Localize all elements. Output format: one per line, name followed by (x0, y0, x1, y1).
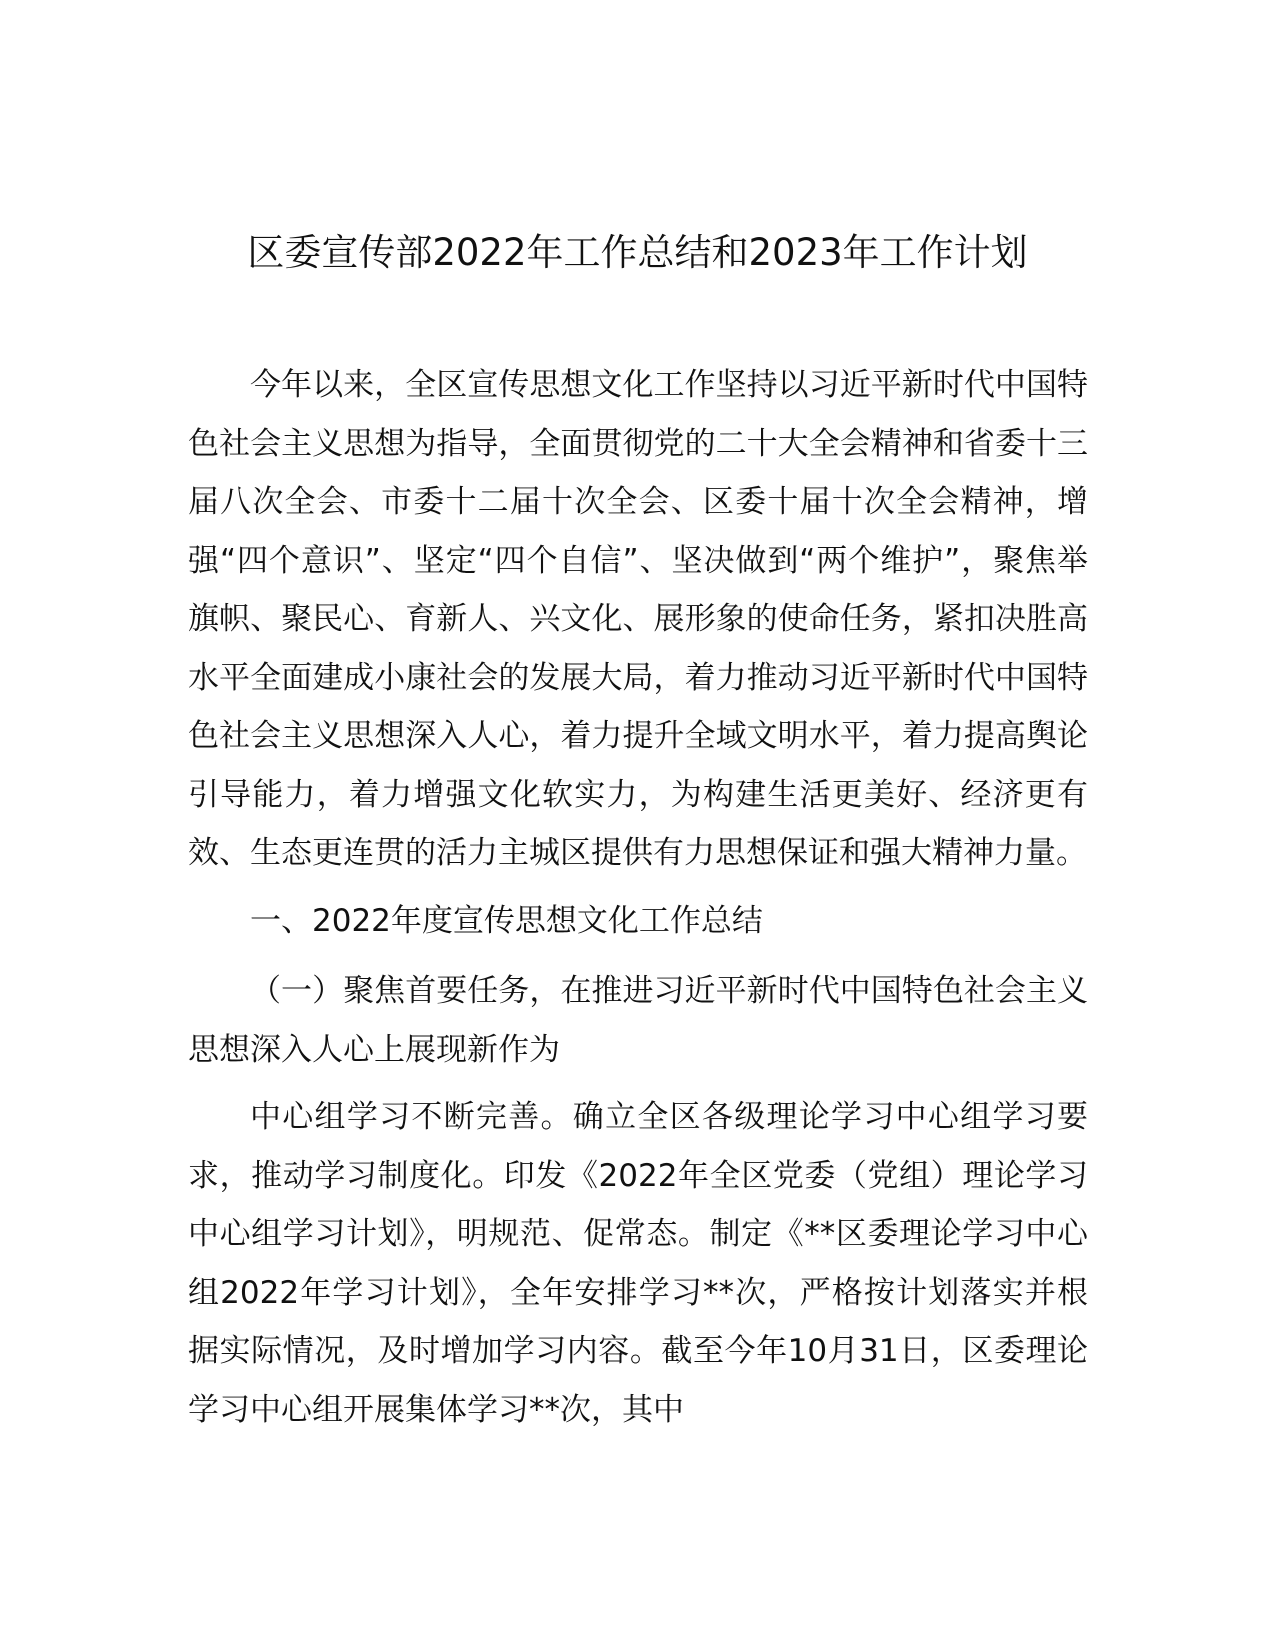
document-title: 区委宣传部2022年工作总结和2023年工作计划 (247, 231, 1028, 274)
document-body (188, 356, 1088, 1448)
intro-paragraph: 今年以来，全区宣传思想文化工作坚持以习近平新时代中国特色社会主义思想为指导，全面贯彻党的二十大全会精神和省委十三届八次全会、市委十二届十次全会、区委十届十次全会精神，增强“四个意识”、坚定“四个自信”、坚决做到“两个维护”，聚焦举旗帜、聚民心、育新人、兴文化、展形象的使命任务，紧扣决胜高水平全面建成小康社会的发展大局，着力推动习近平新时代中国特色社会主义思想深入人心，着力提升全域文明水平，着力提高舆论引导能力，着力增强文化软实力，为构建生活更美好、经济更有效、生态更连贯的活力主城区提供有力思想保证和强大精神力量。 (188, 367, 1088, 871)
study-group-paragraph: 中心组学习不断完善。确立全区各级理论学习中心组学习要求，推动学习制度化。印发《2022年全区党委（党组）理论学习中心组学习计划》，明规范、促常态。制定《**区委理论学习中心组2022年学习计划》，全年安排学习**次，严格按计划落实并根据实际情况，及时增加学习内容。截至今年10月31日，区委理论学习中心组开展集体学习**次，其中 (188, 1099, 1088, 1428)
section-heading-1: 一、2022年度宣传思想文化工作总结 (250, 902, 763, 939)
subsection-heading-1: （一）聚焦首要任务，在推进习近平新时代中国特色社会主义思想深入人心上展现新作为 (188, 973, 1088, 1068)
